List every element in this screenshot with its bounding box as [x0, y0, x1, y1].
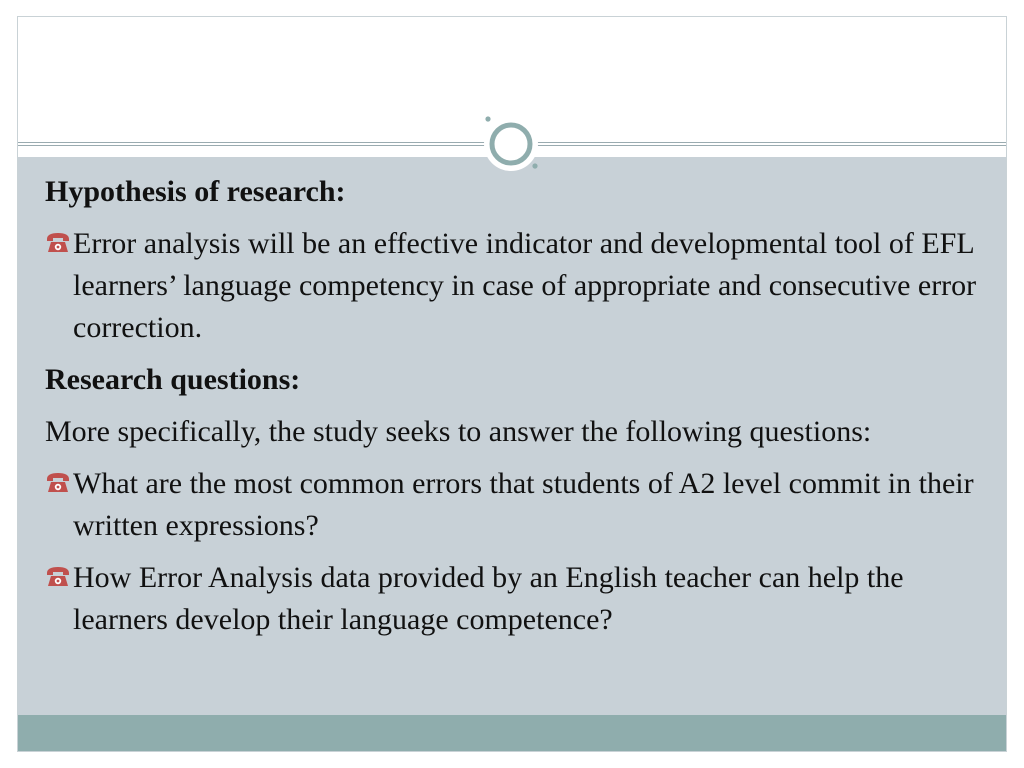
hypothesis-heading: Hypothesis of research: [45, 175, 346, 208]
hypothesis-text: Error analysis will be an effective indicator and developmental tool of EFL learners’ language competency in case of appropriate and consecutive error correction. [73, 227, 977, 344]
slide-body [45, 171, 985, 651]
telephone-icon [45, 232, 71, 254]
question-bullet-1 [45, 463, 985, 547]
telephone-icon [45, 566, 71, 588]
question-bullet-2 [45, 557, 985, 641]
telephone-icon [45, 472, 71, 494]
ring-ornament-icon [480, 113, 542, 175]
questions-intro: More specifically, the study seeks to answer the following questions: [45, 415, 872, 448]
question-1-text: What are the most common errors that students of A2 level commit in their written expressions? [73, 467, 974, 542]
research-questions-heading: Research questions: [45, 363, 301, 396]
footer-bar [18, 715, 1006, 751]
slide [17, 16, 1007, 752]
hypothesis-bullet [45, 223, 985, 349]
question-2-text: How Error Analysis data provided by an English teacher can help the learners develop their language competence? [73, 561, 904, 636]
